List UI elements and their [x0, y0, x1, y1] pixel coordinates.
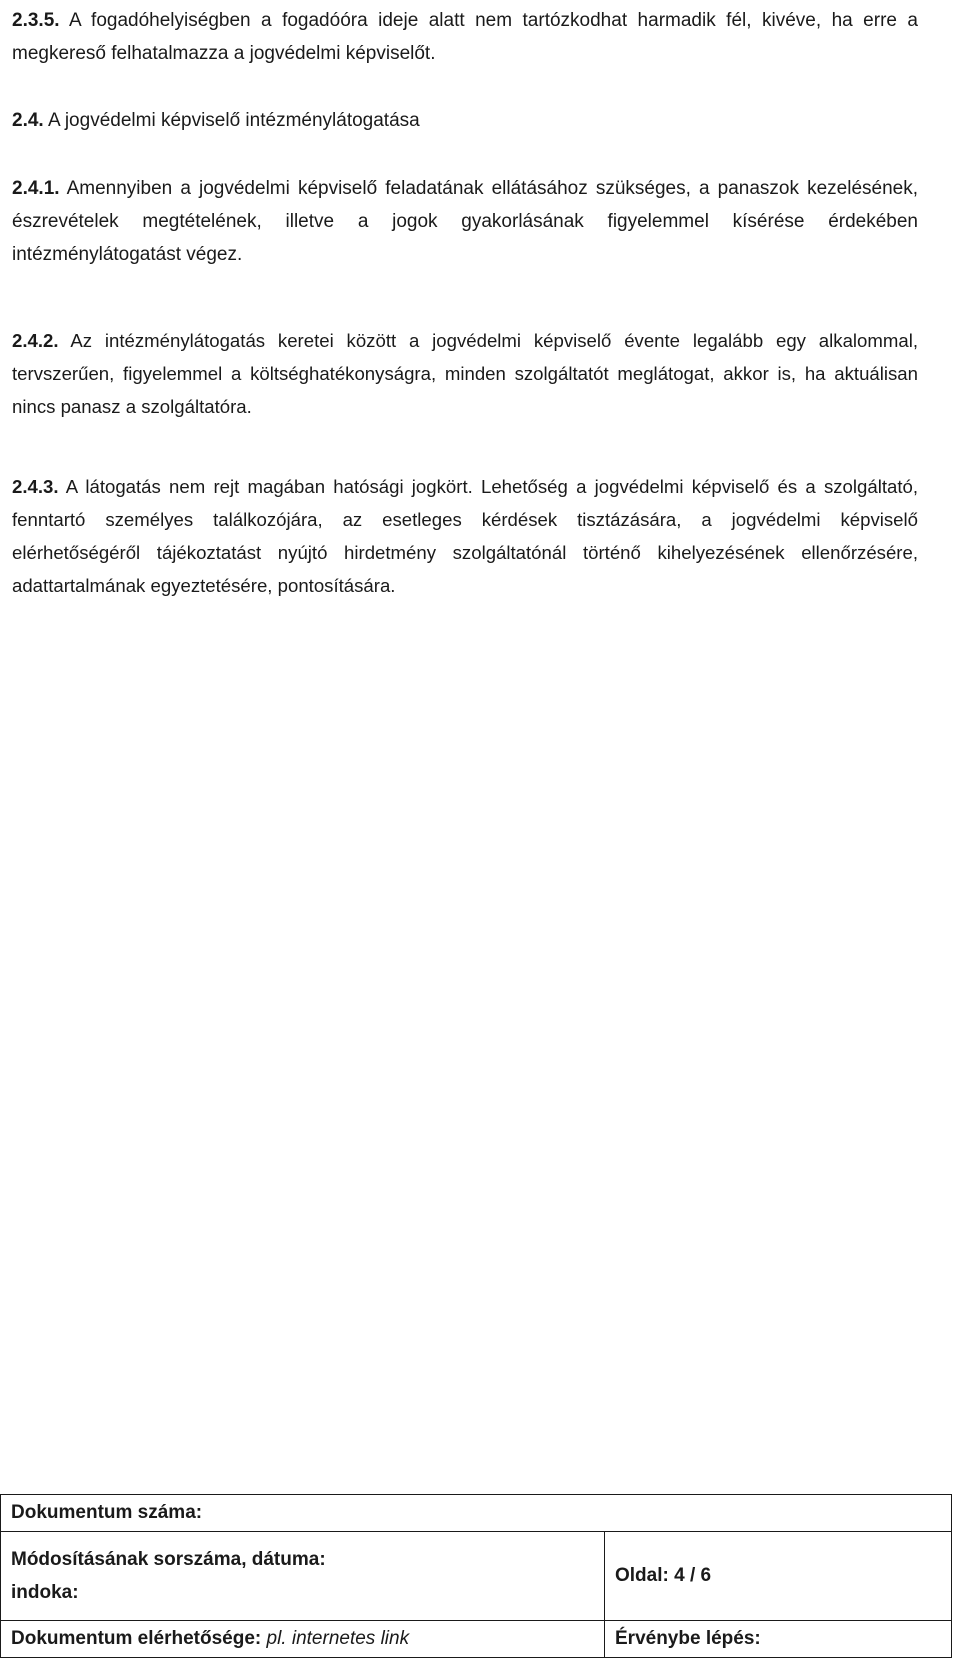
paragraph-2-4-1	[12, 172, 918, 271]
footer-doc-number-cell	[1, 1495, 952, 1532]
document-footer-table	[0, 1494, 952, 1658]
footer-page-cell	[605, 1532, 952, 1621]
availability-value: pl. internetes link	[266, 1628, 410, 1649]
paragraph-text: Amennyiben a jogvédelmi képviselő feladatának ellátásához szükséges, a panaszok kezelésének, észrevételek megtételének, illetve a jogok gyakorlásának figyelemmel kísérése érdekében intézménylátogatást végez.	[12, 178, 919, 265]
footer-modification-cell	[1, 1532, 605, 1621]
paragraph-text: A fogadóhelyiségben a fogadóóra ideje alatt nem tartózkodhat harmadik fél, kivéve, ha erre a megkereső felhatalmazza a jogvédelmi képviselőt.	[12, 10, 918, 64]
section-heading-text: A jogvédelmi képviselő intézménylátogatása	[47, 110, 420, 131]
effective-date-label: Érvénybe lépés:	[615, 1628, 761, 1649]
modification-label: Módosításának sorszáma, dátuma:	[11, 1549, 326, 1570]
footer-effective-cell	[605, 1621, 952, 1658]
section-heading-2-4	[12, 104, 918, 137]
paragraph-text: Az intézménylátogatás keretei között a jogvédelmi képviselő évente legalább egy alkalommal, tervszerűen, figyelemmel a költséghatékonyságra, minden szolgáltatót meglátogat, akkor is, ha aktuálisan nincs panasz a szolgáltatóra.	[12, 330, 918, 417]
footer-availability-cell	[1, 1621, 605, 1658]
paragraph-2-3-5	[12, 4, 918, 70]
paragraph-2-4-3	[12, 470, 918, 602]
paragraph-text: A látogatás nem rejt magában hatósági jogkört. Lehetőség a jogvédelmi képviselő és a szolgáltató, fenntartó személyes találkozójára, az esetleges kérdések tisztázására, a jogvédelmi képviselő elérhetőségéről tájékoztatást nyújtó hirdetmény szolgáltatónál történő kihelyezésének ellenőrzésére, adattartalmának egyeztetésére, pontosítására.	[12, 476, 919, 596]
section-number: 2.4.2.	[12, 330, 59, 351]
availability-label: Dokumentum elérhetősége:	[11, 1628, 262, 1649]
modification-reason-label: indoka:	[11, 1582, 79, 1603]
page-number-label: Oldal: 4 / 6	[615, 1565, 712, 1586]
section-number: 2.3.5.	[12, 10, 60, 31]
section-number: 2.4.3.	[12, 476, 59, 497]
section-number: 2.4.1.	[12, 178, 60, 199]
paragraph-2-4-2	[12, 324, 918, 423]
section-number: 2.4.	[12, 110, 44, 131]
doc-number-label: Dokumentum száma:	[11, 1502, 203, 1523]
